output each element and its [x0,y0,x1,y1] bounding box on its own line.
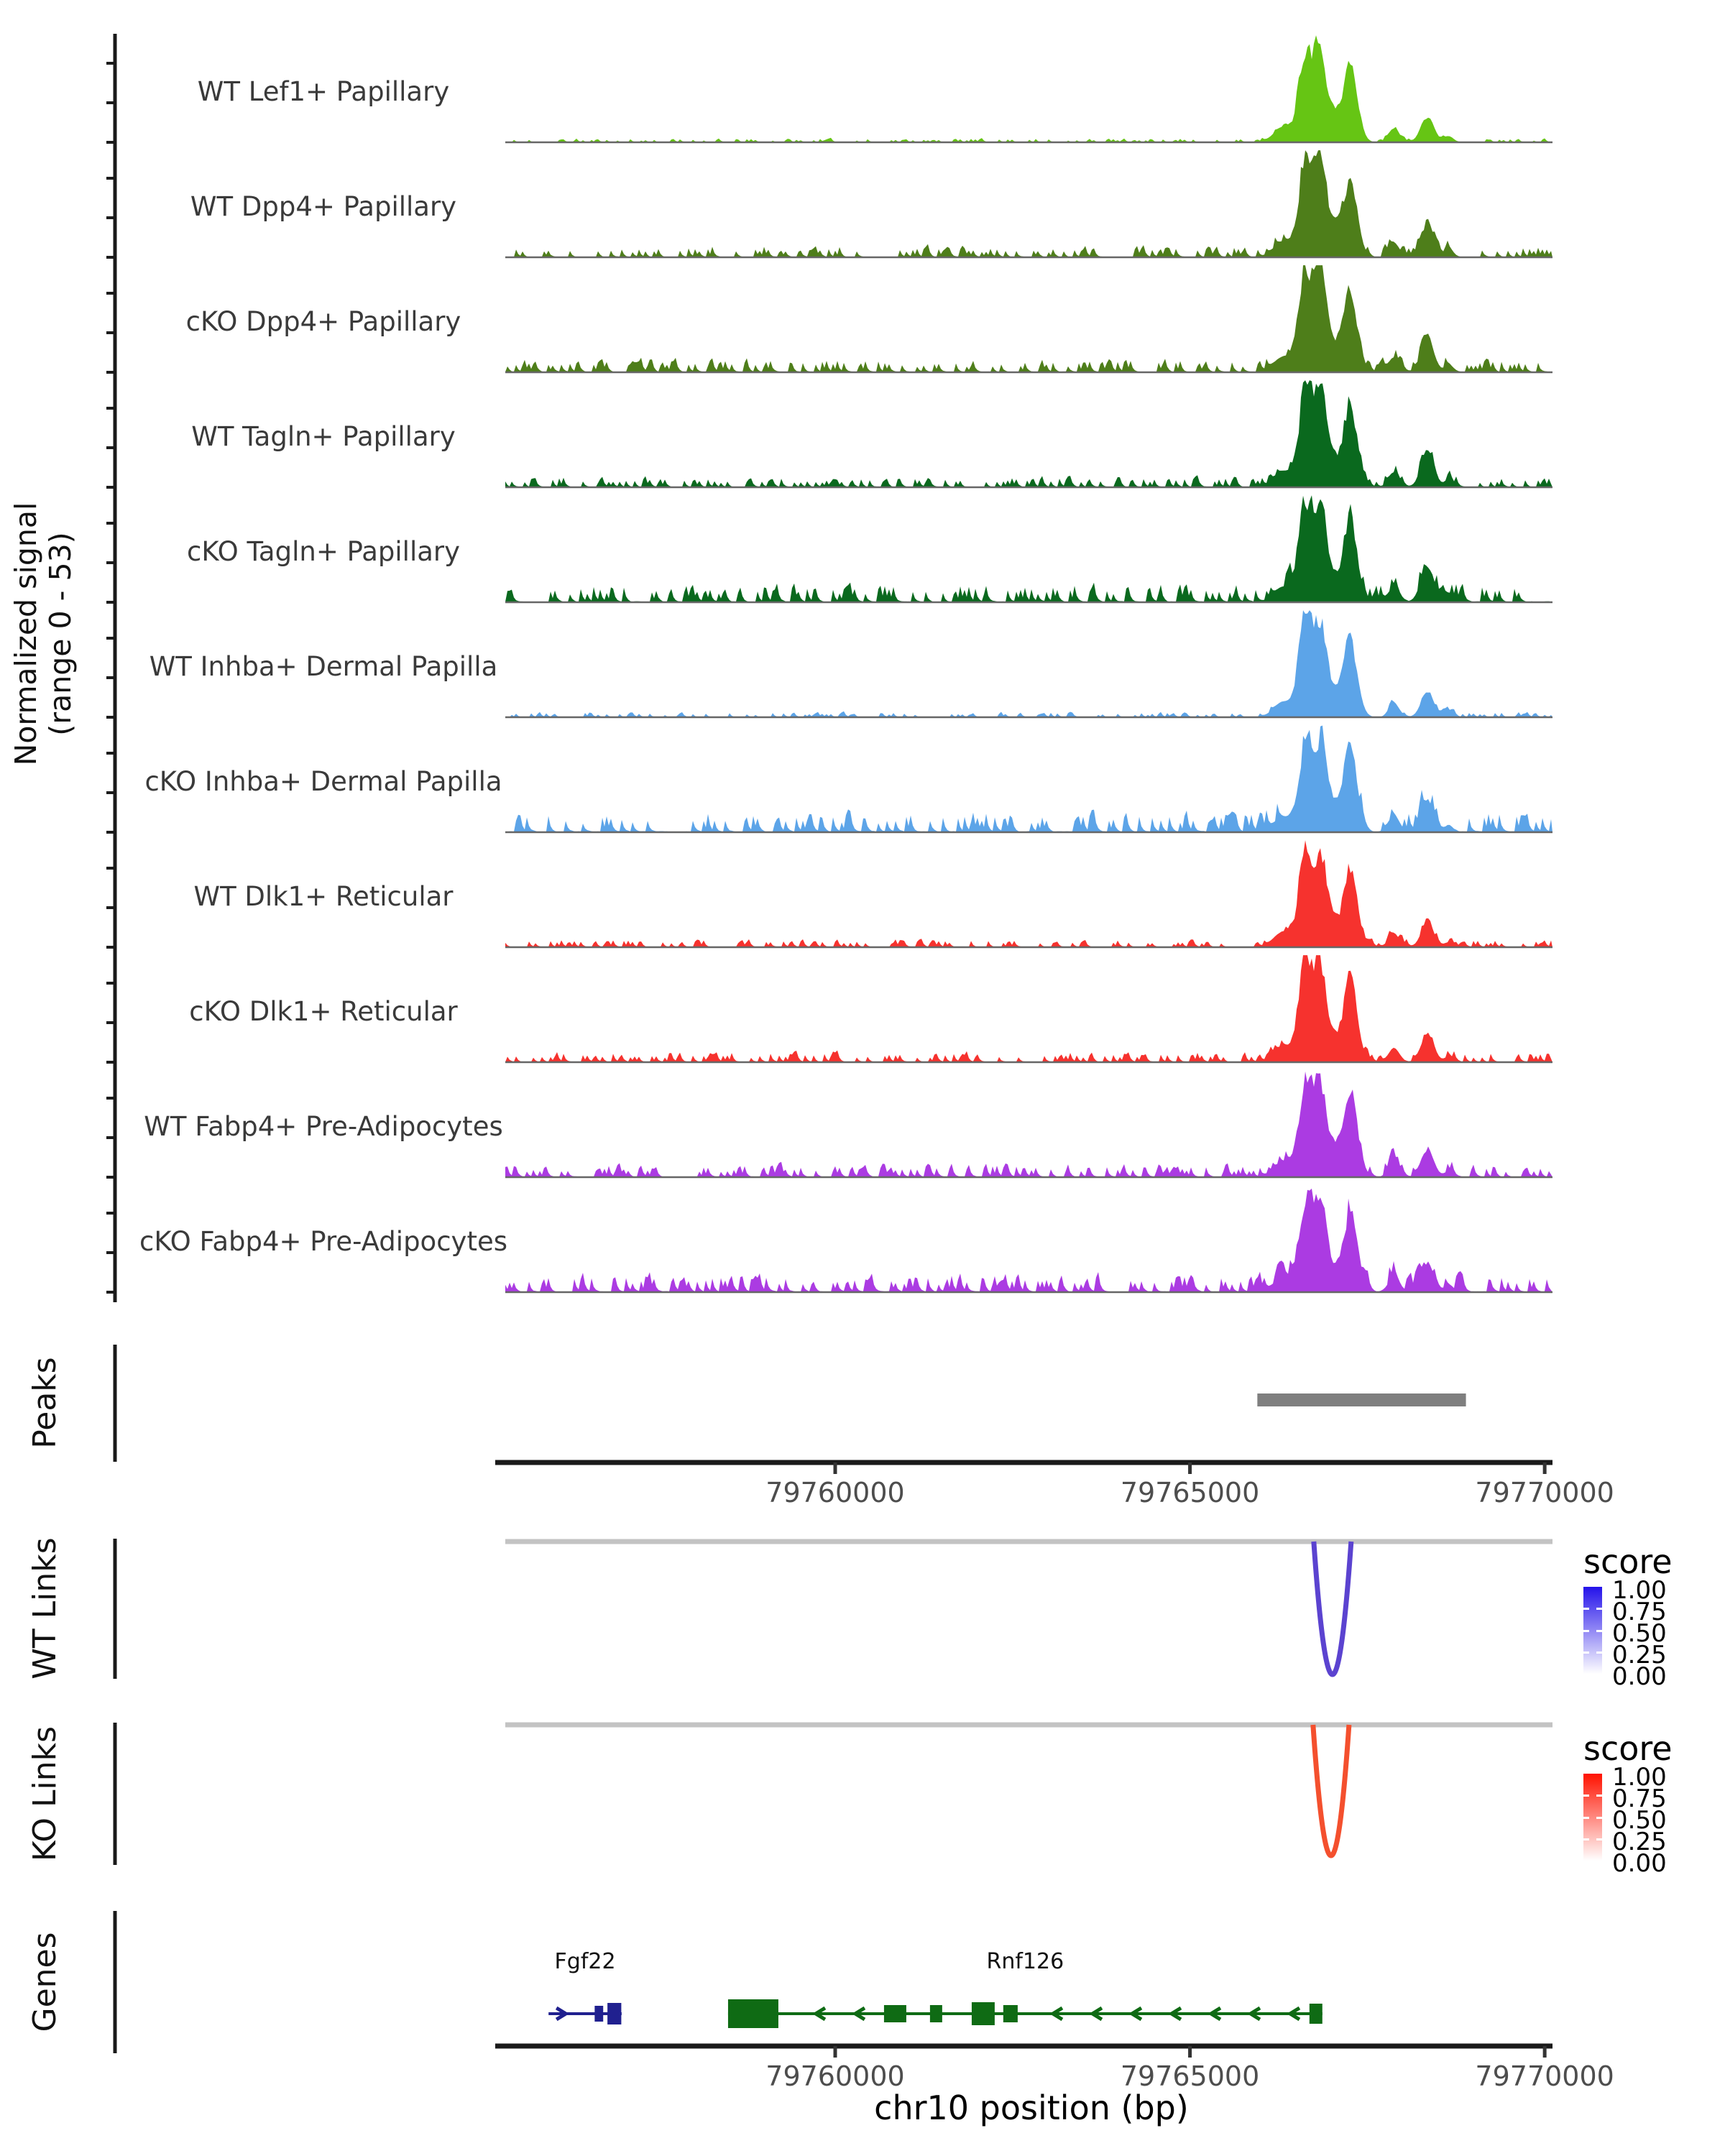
genome-axis-tick-label: 79760000 [765,2060,905,2092]
section-label-ko-links: KO Links [27,1726,63,1862]
legend-tick-mark [1596,1651,1602,1654]
legend-tick-mark [1583,1651,1589,1654]
legend-tick-label: 0.25 [1612,1641,1667,1669]
coverage-track-area [505,726,1552,833]
y-axis-label-line1: Normalized signal [9,502,43,766]
y-axis-label [9,303,80,964]
gene-exon-box [930,2005,942,2022]
peak-interval-bar [1257,1393,1466,1406]
wt-legend-colorbar [1583,1587,1602,1674]
coverage-track-area [505,495,1552,602]
gene-exon-box [594,2006,603,2022]
coverage-track-area [505,610,1552,717]
ko-legend-tick-labels [1612,1763,1720,1878]
legend-tick-mark [1583,1817,1589,1819]
legend-tick-label: 0.00 [1612,1849,1667,1878]
legend-tick-label: 0.75 [1612,1784,1667,1813]
coverage-track-area [505,265,1552,372]
legend-tick-label: 1.00 [1612,1576,1667,1605]
gene-exon-box [1310,2004,1322,2024]
ko-legend-title: score [1583,1729,1673,1768]
track-label: cKO Tagln+ Papillary [186,536,461,567]
x-axis-title: chr10 position (bp) [874,2088,1189,2127]
coverage-track-area [505,35,1552,142]
legend-tick-mark [1596,1817,1602,1819]
track-label: cKO Dpp4+ Papillary [185,306,461,337]
track-label: WT Inhba+ Dermal Papilla [149,651,498,682]
ko-legend-colorbar [1583,1774,1602,1861]
track-label: cKO Dlk1+ Reticular [189,996,458,1027]
section-label-genes: Genes [27,1932,63,2032]
track-label: WT Lef1+ Papillary [197,76,450,107]
genome-axis-tick-label: 79770000 [1475,1477,1614,1508]
legend-tick-mark [1596,1608,1602,1610]
gene-label: Fgf22 [554,1949,616,1974]
ko-links-legend [1578,1729,1725,1878]
legend-tick-mark [1583,1630,1589,1632]
gene-exon-box [884,2005,906,2022]
gene-exon-box [1003,2005,1018,2022]
legend-tick-label: 0.50 [1612,1619,1667,1648]
coverage-track-area [505,1072,1552,1177]
track-label: WT Dlk1+ Reticular [193,881,454,912]
link-arc [1314,1542,1351,1674]
legend-tick-mark [1596,1795,1602,1797]
gene-exon-box [972,2002,995,2025]
legend-tick-mark [1596,1630,1602,1632]
coverage-track-area [505,150,1552,257]
legend-tick-label: 0.75 [1612,1598,1667,1626]
legend-tick-mark [1583,1838,1589,1841]
track-label: WT Dpp4+ Papillary [190,191,457,222]
coverage-track-area [505,380,1552,487]
coverage-track-area [505,1189,1552,1292]
wt-legend-tick-labels [1612,1576,1720,1691]
coverage-track-area [505,955,1552,1062]
section-label-wt-links: WT Links [27,1537,63,1680]
track-label: WT Fabp4+ Pre-Adipocytes [144,1111,503,1142]
genome-axis-tick-label: 79765000 [1120,2060,1260,2092]
legend-tick-label: 0.00 [1612,1662,1667,1691]
legend-tick-label: 1.00 [1612,1763,1667,1792]
legend-tick-mark [1583,1795,1589,1797]
track-label: cKO Fabp4+ Pre-Adipocytes [139,1226,507,1257]
track-label: WT Tagln+ Papillary [191,421,456,452]
gene-exon-box [728,1999,778,2028]
coverage-track-area [505,840,1552,947]
link-arc [1313,1725,1349,1856]
legend-tick-label: 0.25 [1612,1828,1667,1856]
legend-tick-mark [1583,1608,1589,1610]
gene-label: Rnf126 [986,1949,1064,1974]
track-label: cKO Inhba+ Dermal Papilla [144,766,502,797]
genome-axis-tick-label: 79770000 [1475,2060,1614,2092]
wt-links-legend [1578,1542,1725,1691]
gene-exon-box [607,2003,621,2024]
section-label-peaks: Peaks [27,1357,63,1449]
legend-tick-mark [1596,1838,1602,1841]
legend-tick-label: 0.50 [1612,1806,1667,1835]
genome-axis-tick-label: 79765000 [1120,1477,1260,1508]
genome-axis-tick-label: 79760000 [765,1477,905,1508]
wt-legend-title: score [1583,1542,1673,1581]
y-axis-label-line2: (range 0 - 53) [43,532,78,736]
